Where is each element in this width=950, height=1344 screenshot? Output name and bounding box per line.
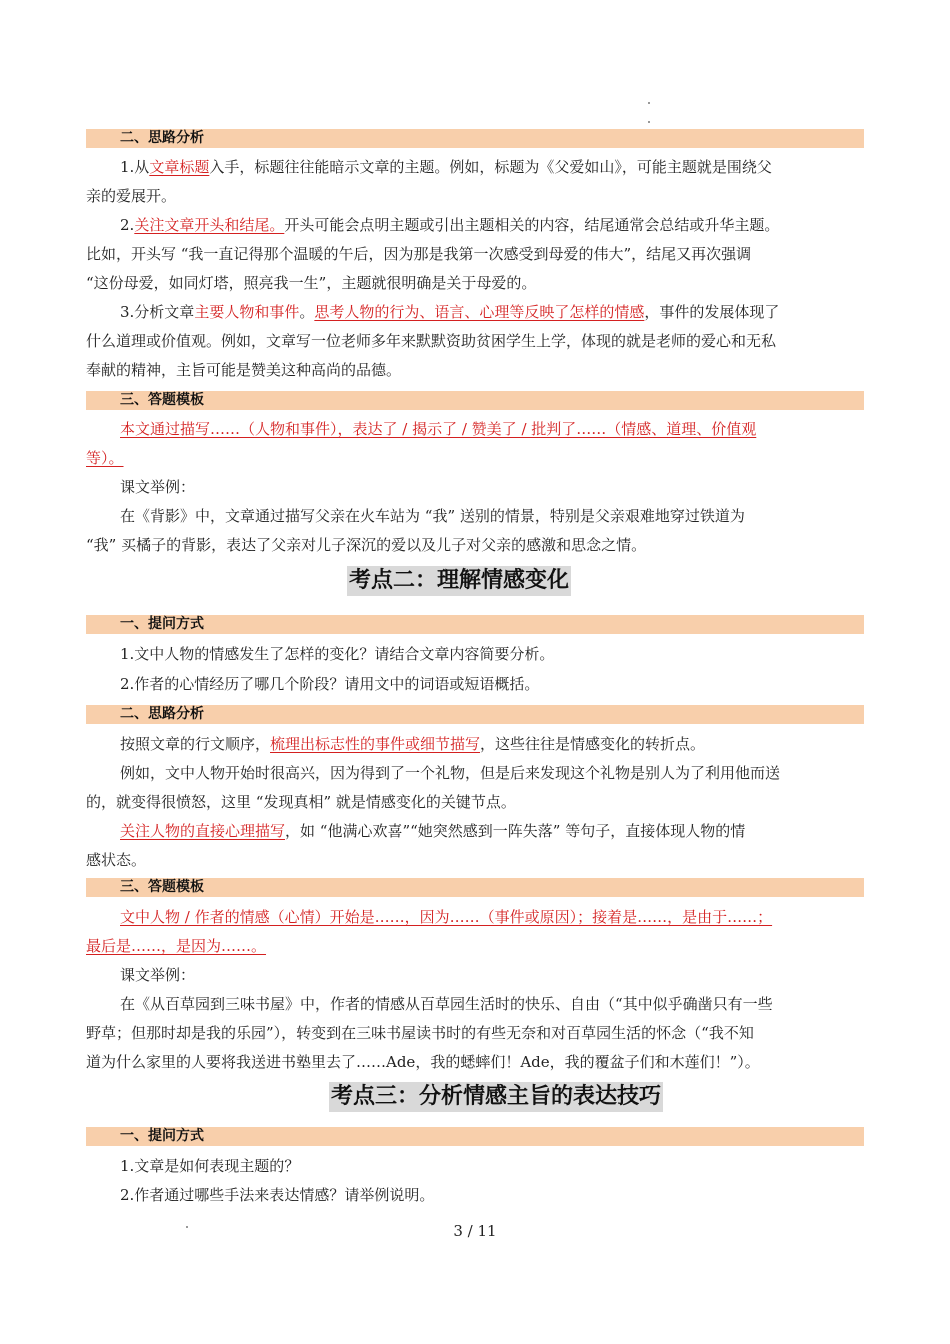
paragraph: 按照文章的行文顺序，梳理出标志性的事件或细节描写，这些往往是情感变化的转折点。 [120, 735, 706, 753]
scan-dot [648, 102, 650, 104]
paragraph-line: 比如，开头写 “我一直记得那个温暖的午后，因为那是我第一次感受到母爱的伟大”，结尾又再次强调 [86, 245, 752, 263]
highlight-text: 思考人物的行为、语言、心理等反映了怎样的情感 [314, 303, 645, 321]
example-line: 在《背影》中，文章通过描写父亲在火车站为 “我” 送别的情景，特别是父亲艰难地穿过铁道为 [120, 507, 745, 525]
paragraph-line: 的，就变得很愤怒，这里 “发现真相” 就是情感变化的关键节点。 [86, 793, 516, 811]
question-line: 2.作者的心情经历了哪几个阶段？请用文中的词语或短语概括。 [120, 675, 540, 693]
answer-template-line: 等）。 [86, 449, 124, 467]
paragraph-line: 什么道理或价值观。例如，文章写一位老师多年来默默资助贫困学生上学，体现的就是老师的爱心和无私 [86, 332, 777, 350]
paragraph: 2.关注文章开头和结尾。开头可能会点明主题或引出主题相关的内容，结尾通常会总结或升华主题。 [120, 216, 780, 234]
paragraph-line: 奉献的精神，主旨可能是赞美这种高尚的品德。 [86, 361, 402, 379]
kaodian-title: 考点二：理解情感变化 [347, 566, 571, 596]
question-line: 2.作者通过哪些手法来表达情感？请举例说明。 [120, 1186, 435, 1204]
kaodian-title: 考点三：分析情感主旨的表达技巧 [329, 1082, 663, 1112]
highlight-text: 梳理出标志性的事件或细节描写 [270, 735, 481, 753]
paragraph-line: “这份母爱，如同灯塔，照亮我一生”，主题就很明确是关于母爱的。 [86, 274, 537, 292]
answer-template-line: 最后是……，是因为……。 [86, 937, 267, 955]
example-line: “我” 买橘子的背影，表达了父亲对儿子深沉的爱以及儿子对父亲的感激和思念之情。 [86, 536, 647, 554]
paragraph: 3.分析文章主要人物和事件。思考人物的行为、语言、心理等反映了怎样的情感，事件的发展体现了 [120, 303, 780, 321]
page-number: 3 / 11 [453, 1222, 497, 1240]
section-heading-thinking: 二、思路分析 [86, 129, 864, 148]
answer-template-line: 本文通过描写……（人物和事件），表达了 / 揭示了 / 赞美了 / 批判了……（情感、道理、价值观 [120, 420, 757, 438]
section-heading-ask: 一、提问方式 [86, 1127, 864, 1146]
example-line: 野草；但那时却是我的乐园”），转变到在三味书屋读书时的有些无奈和对百草园生活的怀念（“我不知 [86, 1024, 754, 1042]
example-label: 课文举例： [120, 478, 196, 496]
highlight-text: 关注人物的直接心理描写 [120, 822, 286, 840]
example-label: 课文举例： [120, 966, 196, 984]
paragraph-line: 感状态。 [86, 851, 147, 869]
answer-template-line: 文中人物 / 作者的情感（心情）开始是……，因为……（事件或原因）；接着是……，是由于……； [120, 908, 773, 926]
paragraph-line: 例如，文中人物开始时很高兴，因为得到了一个礼物，但是后来发现这个礼物是别人为了利用他而送 [120, 764, 781, 782]
paragraph: 关注人物的直接心理描写，如 “他满心欢喜”“她突然感到一阵失落” 等句子，直接体现人物的情 [120, 822, 746, 840]
highlight-text: 关注文章开头和结尾。 [134, 216, 285, 234]
paragraph: 1.从文章标题入手，标题往往能暗示文章的主题。例如，标题为《父爱如山》，可能主题就是围绕父 [120, 158, 772, 176]
example-line: 在《从百草园到三味书屋》中，作者的情感从百草园生活时的快乐、自由（“其中似乎确凿只有一些 [120, 995, 773, 1013]
highlight-text: 主要人物和事件 [194, 303, 300, 321]
section-heading-template: 三、答题模板 [86, 878, 864, 897]
paragraph-line: 亲的爱展开。 [86, 187, 177, 205]
question-line: 1.文章是如何表现主题的？ [120, 1157, 300, 1175]
example-line: 道为什么家里的人要将我送进书塾里去了……Ade，我的蟋蟀们！Ade，我的覆盆子们和木莲们！”）。 [86, 1053, 760, 1071]
section-heading-template: 三、答题模板 [86, 391, 864, 410]
section-heading-ask: 一、提问方式 [86, 615, 864, 634]
scan-dot [648, 121, 650, 123]
section-heading-thinking: 二、思路分析 [86, 705, 864, 724]
question-line: 1.文中人物的情感发生了怎样的变化？请结合文章内容简要分析。 [120, 645, 555, 663]
highlight-text: 文章标题 [149, 158, 210, 176]
